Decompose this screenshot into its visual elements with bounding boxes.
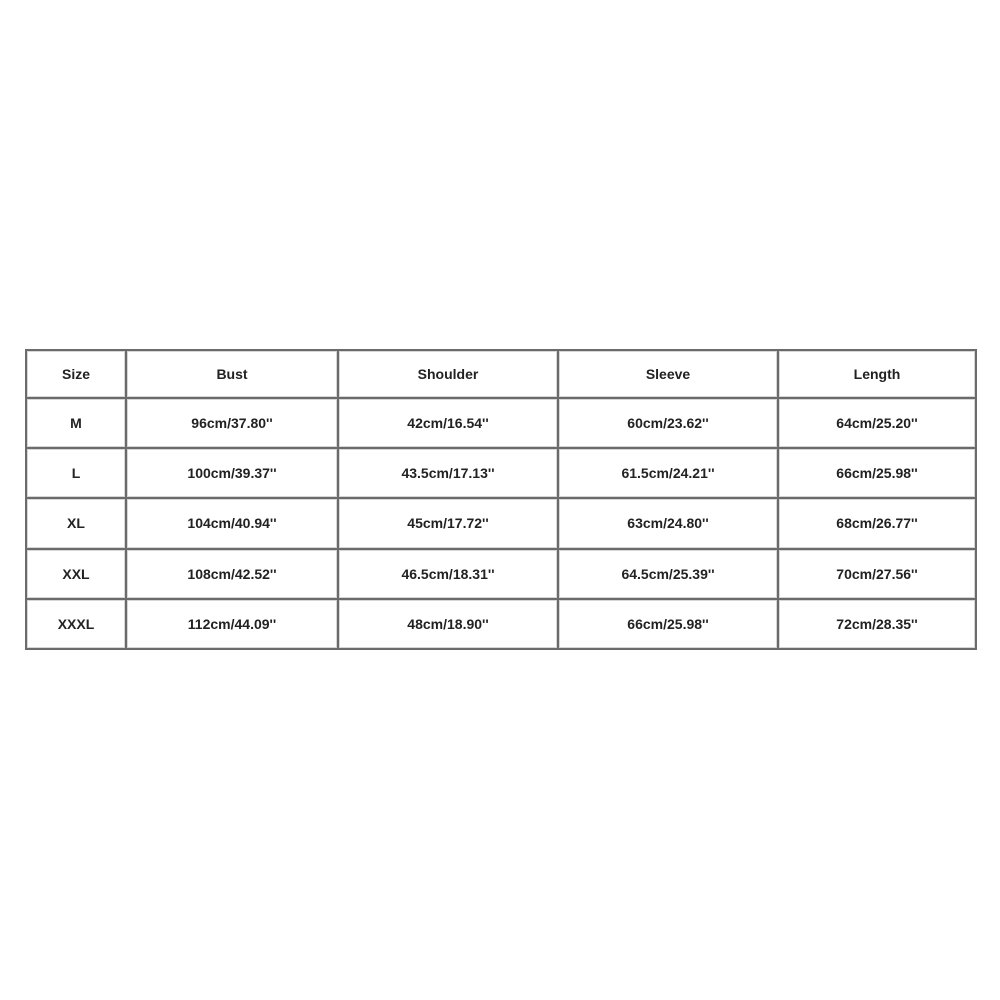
cell-sleeve: 66cm/25.98'' (558, 599, 778, 649)
cell-size: L (26, 448, 126, 498)
cell-length: 72cm/28.35'' (778, 599, 976, 649)
cell-shoulder: 46.5cm/18.31'' (338, 549, 558, 599)
cell-size: XXL (26, 549, 126, 599)
cell-size: XL (26, 498, 126, 548)
table-row (26, 549, 976, 599)
table-row (26, 599, 976, 649)
cell-length: 66cm/25.98'' (778, 448, 976, 498)
cell-length: 68cm/26.77'' (778, 498, 976, 548)
header-size: Size (26, 350, 126, 398)
cell-sleeve: 60cm/23.62'' (558, 398, 778, 448)
cell-bust: 112cm/44.09'' (126, 599, 338, 649)
cell-bust: 104cm/40.94'' (126, 498, 338, 548)
cell-shoulder: 48cm/18.90'' (338, 599, 558, 649)
cell-length: 64cm/25.20'' (778, 398, 976, 448)
size-chart-table (25, 349, 977, 650)
table-row (26, 448, 976, 498)
cell-bust: 100cm/39.37'' (126, 448, 338, 498)
cell-size: M (26, 398, 126, 448)
header-row (26, 350, 976, 398)
cell-bust: 108cm/42.52'' (126, 549, 338, 599)
cell-sleeve: 61.5cm/24.21'' (558, 448, 778, 498)
header-shoulder: Shoulder (338, 350, 558, 398)
cell-sleeve: 64.5cm/25.39'' (558, 549, 778, 599)
header-sleeve: Sleeve (558, 350, 778, 398)
cell-size: XXXL (26, 599, 126, 649)
header-bust: Bust (126, 350, 338, 398)
cell-bust: 96cm/37.80'' (126, 398, 338, 448)
cell-length: 70cm/27.56'' (778, 549, 976, 599)
table-row (26, 398, 976, 448)
header-length: Length (778, 350, 976, 398)
cell-shoulder: 42cm/16.54'' (338, 398, 558, 448)
table-row (26, 498, 976, 548)
cell-shoulder: 45cm/17.72'' (338, 498, 558, 548)
cell-shoulder: 43.5cm/17.13'' (338, 448, 558, 498)
cell-sleeve: 63cm/24.80'' (558, 498, 778, 548)
